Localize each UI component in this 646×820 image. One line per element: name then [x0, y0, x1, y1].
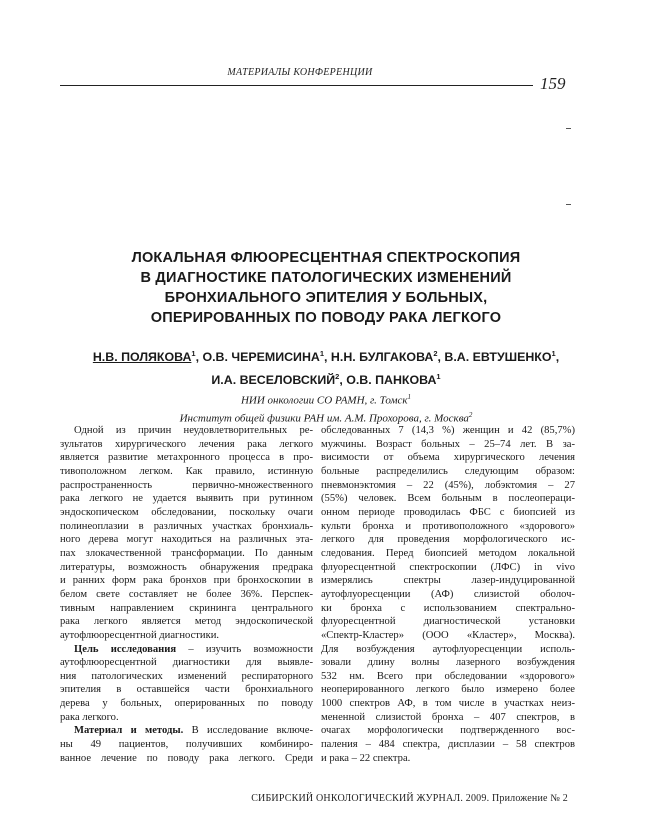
text-line: онном периоде проводилась ФБС с биопсией из [321, 506, 575, 518]
text-line: Для возбуждения аутофлуоресценции исполь- [321, 643, 575, 655]
affiliation: Институт общей физики РАН им. А.М. Прохорова, г. Москва$^2$ [179, 410, 473, 425]
journal-footer: СИБИРСКИЙ ОНКОЛОГИЧЕСКИЙ ЖУРНАЛ. 2009. Приложение № 2 [251, 793, 568, 804]
text-line: висимости от объема хирургического лечения [321, 452, 575, 464]
title-line: БРОНХИАЛЬНОГО ЭПИТЕЛИЯ У БОЛЬНЫХ, [164, 290, 488, 306]
author-line: И.А. ВЕСЕЛОВСКИЙ$^2$, О.В. ПАНКОВА$^1$ [211, 372, 441, 388]
title-line: ЛОКАЛЬНАЯ ФЛЮОРЕСЦЕНТНАЯ СПЕКТРОСКОПИЯ [131, 250, 521, 266]
text-line: является развитие метахронного процесса в про- [60, 452, 313, 464]
text-line: зовали длину волны лазерного возбуждения [321, 657, 575, 669]
text-line: пневмонэктомия – 22 (45%), лобэктомия – 27 [321, 479, 575, 491]
text-line: эпителия в оставшейся части бронхиального [60, 684, 313, 696]
author-list [60, 344, 592, 390]
text-line: Цель исследования – изучить возможности [74, 643, 313, 655]
text-line: очагах морфологически подтвержденного вос- [321, 725, 575, 737]
text-line: аутофлюоресцентной диагностики. [60, 629, 220, 641]
author-affiliation-mark: 1 [319, 349, 325, 358]
text-line: 532 нм. Всего при обследовании «здорового» [321, 670, 575, 682]
author-name: В.А. ЕВТУШЕНКО [444, 350, 552, 365]
section-label: МАТЕРИАЛЫ КОНФЕРЕНЦИИ [227, 67, 373, 78]
text-line: дерева у больных, оперированных по поводу [60, 698, 313, 710]
text-line: распространенность первично-множественного [60, 479, 313, 491]
text-line: рака легкого. [60, 711, 119, 723]
text-line: ванное лечение по поводу рака легкого. Среди [60, 752, 313, 764]
text-line: Материал и методы. В исследование включе- [74, 725, 313, 737]
title-line: ОПЕРИРОВАННЫХ ПО ПОВОДУ РАКА ЛЕГКОГО [150, 310, 502, 326]
text-line: измерялись спектры лазер-индуцированной [321, 575, 575, 587]
text-line: аутофлуоресценции (АФ) слизистой оболоч- [321, 588, 575, 600]
text-line: полинеоплазии в различных участках бронхиаль- [60, 520, 313, 532]
text-line: паления – 484 спектра, дисплазии – 58 спектров [321, 739, 575, 751]
author-affiliation-mark: 2 [335, 372, 340, 382]
author-affiliation-mark: 1 [551, 349, 556, 358]
aim-heading: Цель исследования [74, 643, 177, 655]
title-line: В ДИАГНОСТИКЕ ПАТОЛОГИЧЕСКИХ ИЗМЕНЕНИЙ [140, 270, 512, 286]
text-line: флуоресцентной спектроскопии (ЛФС) in vivo [321, 561, 575, 573]
text-line: мененной слизистой бронха – 407 спектров, в [321, 711, 575, 723]
text-line: рака легкого является метод эндоскопической [60, 616, 313, 628]
text-line: мужчины. Возраст больных – 25–74 лет. В за- [321, 438, 575, 450]
text-line: культи бронха и противоположного «здорового» [321, 520, 575, 532]
text-line: ки бронха с использованием спектрально- [321, 602, 575, 614]
author-name: О.В. ЧЕРЕМИСИНА [202, 350, 320, 365]
text-line: Одной из причин неудовлетворительных ре- [74, 425, 313, 436]
article-title [60, 248, 592, 328]
text-line: ния патологических изменений респираторного [60, 670, 313, 682]
text-line: тивным направлением скрининга центрального [60, 602, 313, 614]
affiliation: НИИ онкологии СО РАМН, г. Томск$^1$ [240, 393, 412, 407]
text-line: белом свете составляет не более 36%. Перспек- [60, 588, 313, 600]
text-line: рака легкого не удается выявить при рутинном [60, 493, 313, 505]
text-line: и ранних форм рака бронхов при бронхоскопии в [60, 575, 313, 587]
header-rule [60, 85, 533, 86]
author-affiliation-mark: 2 [433, 349, 438, 358]
text-line: ного дерева могут находиться на различных эта- [60, 534, 313, 546]
author-name: И.А. ВЕСЕЛОВСКИЙ [211, 373, 336, 388]
text-line: и рака – 22 спектра. [321, 752, 411, 764]
right-column [321, 424, 575, 765]
text-line: следования. Перед биопсией методом локальной [321, 547, 575, 559]
author-name: Н.Н. БУЛГАКОВА [330, 350, 434, 365]
left-column [60, 424, 313, 765]
text-line: эндоскопическом обследовании, поскольку очаги [60, 506, 313, 518]
text-line: тивоположном легком. Как правило, истинную [60, 465, 313, 477]
text-line: ны 49 пациентов, получивших комбиниро- [60, 739, 313, 751]
text-line: больные распределились следующим образом: [321, 465, 575, 477]
text-line: литературы, возможность обнаружения предрака [60, 561, 313, 573]
text-line: аутофлюоресцентной диагностики для выявле- [60, 657, 313, 669]
methods-heading: Материал и методы. [74, 725, 184, 737]
text-line: (55%) человек. Всем больным в послеопераци- [321, 493, 575, 505]
text-line: обследованных 7 (14,3 %) женщин и 42 (85,7%) [321, 425, 575, 436]
text-line: пах злокачественной трансформации. По данным [60, 547, 313, 559]
margin-mark [566, 128, 571, 129]
author-affiliation-mark: 1 [191, 349, 196, 358]
author-name: Н.В. ПОЛЯКОВА [92, 350, 192, 365]
margin-mark [566, 204, 571, 205]
author-name: О.В. ПАНКОВА [346, 373, 437, 388]
text-line: «Спектр-Кластер» (ООО «Кластер», Москва). [321, 629, 575, 641]
author-affiliation-mark: 1 [436, 372, 441, 382]
affiliations [60, 390, 592, 425]
page-number: 159 [540, 74, 566, 93]
text-line: легкого для проведения морфологического ис- [321, 534, 575, 546]
author-line: Н.В. ПОЛЯКОВА$^1$, О.В. ЧЕРЕМИСИНА$^1$, Н.Н. БУЛГАКОВА$^2$, В.А. ЕВТУШЕНКО$^1$, [92, 349, 560, 365]
text-line: неоперированного легкого было измерено более [321, 684, 575, 696]
text-line: 1000 спектров АФ, в том числе в участках неиз- [321, 698, 575, 710]
text-line: зультатов хирургического лечения рака легкого [60, 438, 313, 450]
text-line: флуоресцентной диагностической установки [321, 616, 575, 628]
